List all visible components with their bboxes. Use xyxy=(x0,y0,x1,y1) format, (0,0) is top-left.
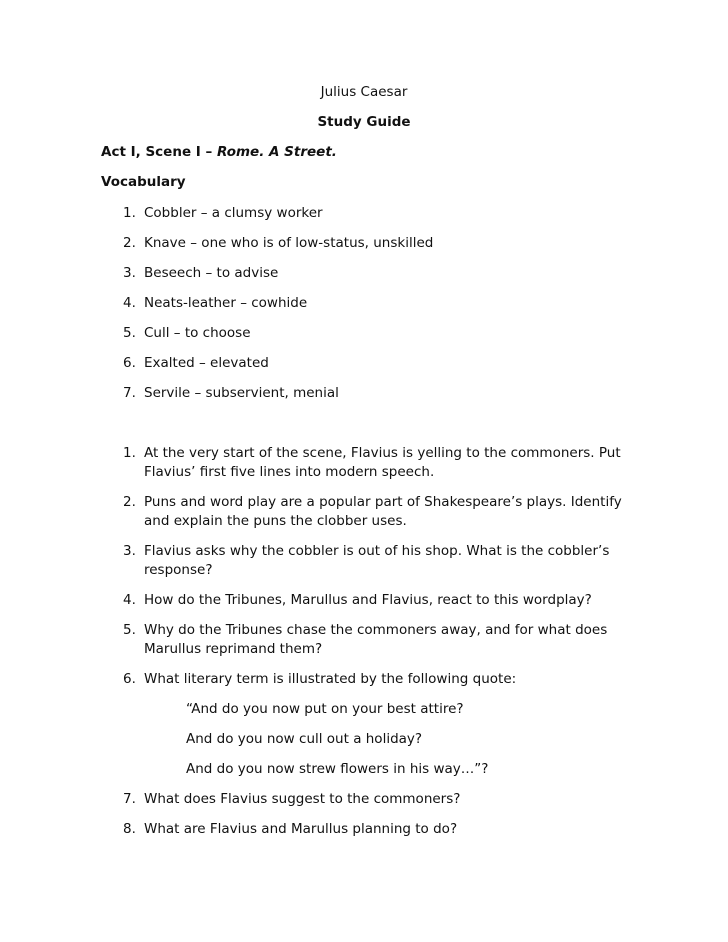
vocabulary-text: Cobbler – a clumsy worker xyxy=(144,205,323,221)
vocabulary-item xyxy=(123,204,623,223)
question-item xyxy=(123,493,623,531)
vocabulary-text: Cull – to choose xyxy=(144,325,251,341)
act-scene-label: Act I, Scene I – xyxy=(101,144,217,160)
question-text: Puns and word play are a popular part of Shakespeare’s plays. Identify and explain the puns the clobber uses. xyxy=(144,494,622,529)
item-number: 4. xyxy=(123,295,136,311)
quote-line: And do you now strew flowers in his way…”? xyxy=(186,761,489,777)
question-text: How do the Tribunes, Marullus and Flavius, react to this wordplay? xyxy=(144,592,592,608)
question-text: Why do the Tribunes chase the commoners away, and for what does Marullus reprimand them? xyxy=(144,622,608,657)
vocabulary-item xyxy=(123,264,623,283)
vocabulary-text: Servile – subservient, menial xyxy=(144,385,339,401)
item-number: 2. xyxy=(123,494,136,510)
item-number: 7. xyxy=(123,791,136,807)
question-item xyxy=(123,790,623,809)
item-number: 1. xyxy=(123,445,136,461)
scene-setting: Rome. A Street. xyxy=(216,144,337,160)
item-number: 2. xyxy=(123,235,136,251)
vocabulary-list xyxy=(123,204,623,414)
item-number: 6. xyxy=(123,355,136,371)
vocabulary-text: Knave – one who is of low-status, unskilled xyxy=(144,235,434,251)
item-number: 6. xyxy=(123,671,136,687)
question-item xyxy=(123,542,623,580)
question-item xyxy=(123,820,623,839)
vocabulary-text: Exalted – elevated xyxy=(144,355,269,371)
question-text: What are Flavius and Marullus planning to do? xyxy=(144,821,458,837)
document-title: Julius Caesar xyxy=(320,84,408,100)
item-number: 5. xyxy=(123,622,136,638)
vocabulary-text: Beseech – to advise xyxy=(144,265,279,281)
item-number: 1. xyxy=(123,205,136,221)
quote-line: “And do you now put on your best attire? xyxy=(186,701,464,717)
item-number: 3. xyxy=(123,265,136,281)
vocabulary-heading: Vocabulary xyxy=(101,174,186,190)
vocabulary-item xyxy=(123,384,623,403)
question-text: Flavius asks why the cobbler is out of his shop. What is the cobbler’s response? xyxy=(144,543,610,578)
item-number: 8. xyxy=(123,821,136,837)
question-text: At the very start of the scene, Flavius is yelling to the commoners. Put Flavius’ first five lines into modern speech. xyxy=(144,445,621,480)
item-number: 7. xyxy=(123,385,136,401)
act-scene-heading xyxy=(101,144,337,160)
question-list xyxy=(123,444,623,850)
item-number: 5. xyxy=(123,325,136,341)
question-item xyxy=(123,591,623,610)
question-item xyxy=(123,621,623,659)
vocabulary-item xyxy=(123,234,623,253)
item-number: 4. xyxy=(123,592,136,608)
question-item xyxy=(123,670,623,779)
vocabulary-item xyxy=(123,324,623,343)
quote-line: And do you now cull out a holiday? xyxy=(186,731,423,747)
vocabulary-item xyxy=(123,294,623,313)
question-item xyxy=(123,444,623,482)
question-text: What does Flavius suggest to the commoners? xyxy=(144,791,461,807)
item-number: 3. xyxy=(123,543,136,559)
document-subtitle: Study Guide xyxy=(317,114,411,130)
vocabulary-item xyxy=(123,354,623,373)
question-text: What literary term is illustrated by the following quote: xyxy=(144,671,517,687)
vocabulary-text: Neats-leather – cowhide xyxy=(144,295,308,311)
